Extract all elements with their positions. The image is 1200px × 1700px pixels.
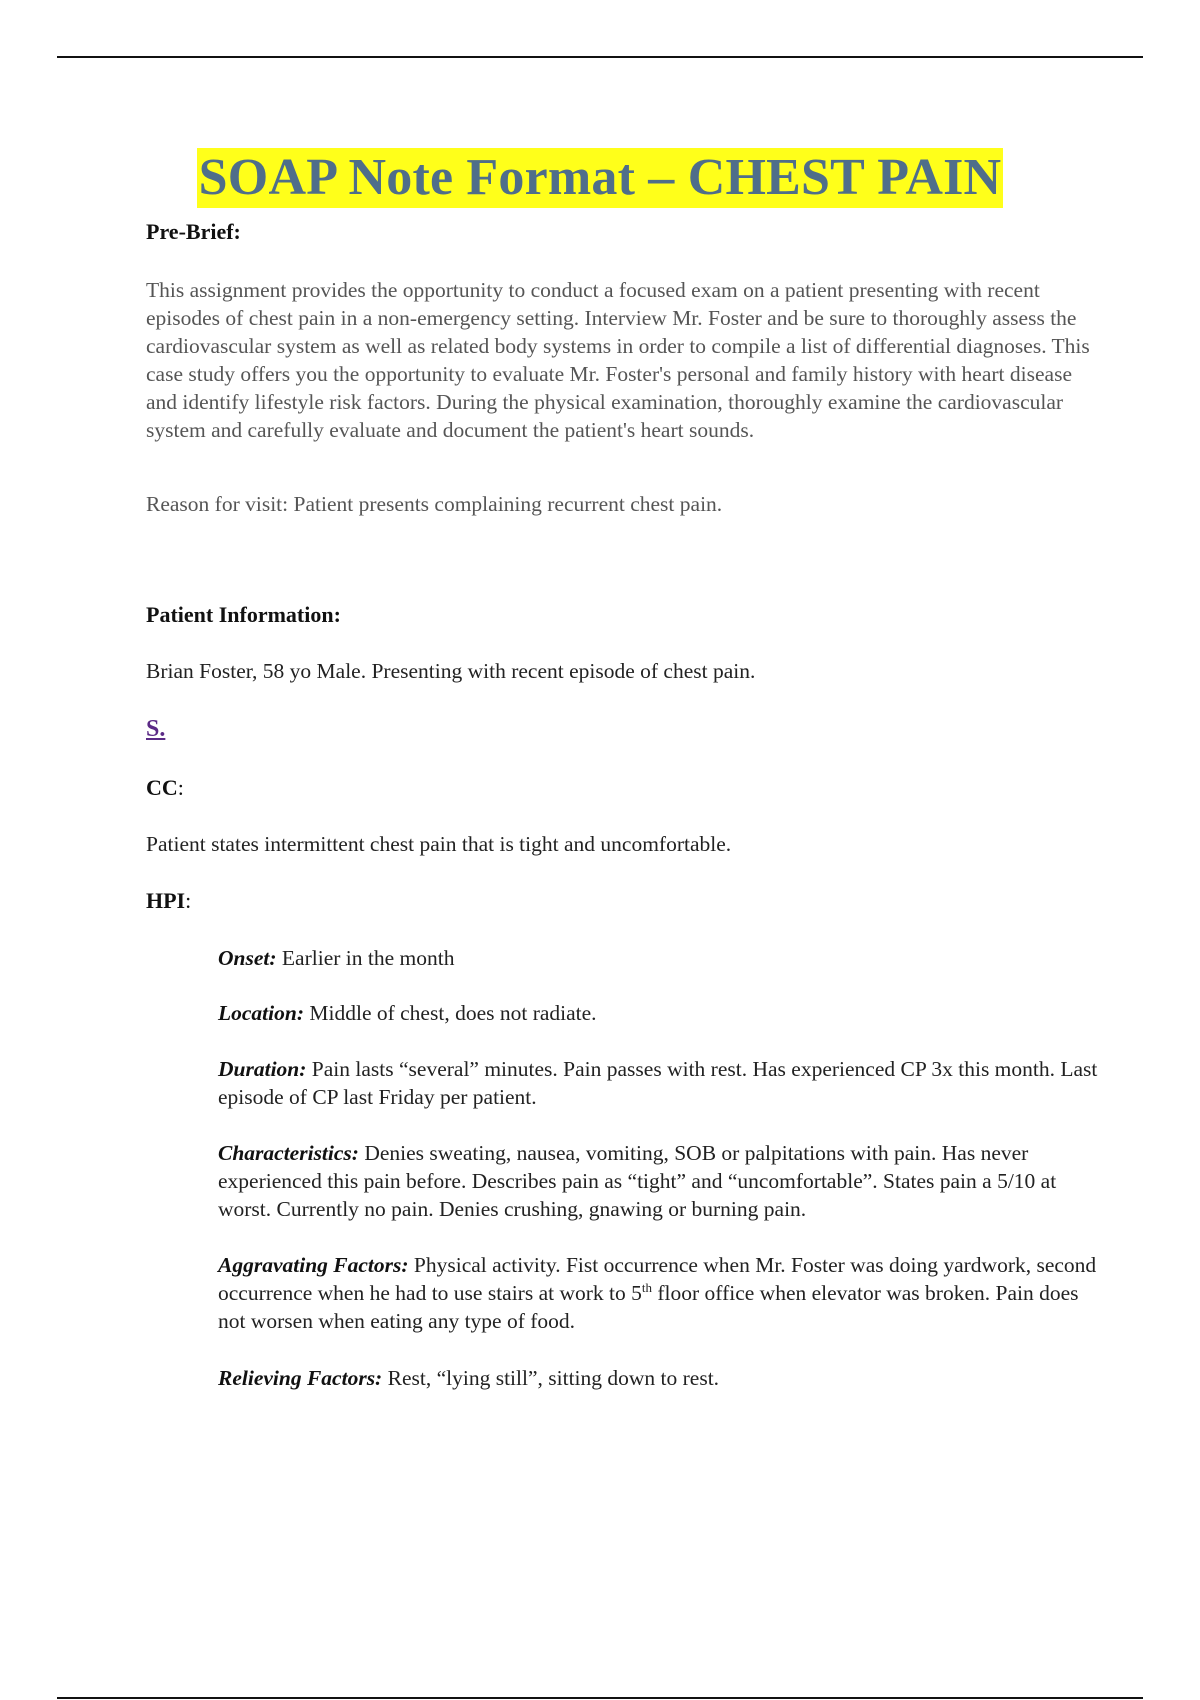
cc-label: CC (146, 775, 178, 800)
aggravating-text-a: Physical activity. Fist occurrence when Mr. Foster was doing yardwork, second occurrence when he had to use stairs at work to 5 (218, 1253, 1097, 1305)
hpi-aggravating (218, 1251, 1098, 1335)
location-text: Middle of chest, does not radiate. (304, 1001, 597, 1025)
aggravating-label: Aggravating Factors: (218, 1253, 409, 1277)
onset-label: Onset: (218, 946, 277, 970)
patient-info-heading: Patient Information: (146, 602, 341, 627)
hpi-relieving (218, 1364, 1098, 1392)
hpi-heading (146, 888, 1096, 914)
hpi-location (218, 999, 1098, 1027)
bottom-rule (57, 1697, 1143, 1699)
reason-for-visit: Reason for visit: Patient presents complaining recurrent chest pain. (146, 492, 723, 516)
hpi-onset (218, 944, 1098, 972)
hpi-duration (218, 1055, 1098, 1111)
relieving-label: Relieving Factors: (218, 1366, 383, 1390)
hpi-characteristics (218, 1139, 1098, 1223)
subjective-section (146, 715, 1096, 743)
aggravating-ordinal: th (641, 1279, 653, 1295)
characteristics-label: Characteristics: (218, 1141, 359, 1165)
patient-info-text: Brian Foster, 58 yo Male. Presenting with recent episode of chest pain. (146, 659, 756, 683)
hpi-label: HPI (146, 888, 186, 913)
document-title: SOAP Note Format – CHEST PAIN (198, 149, 1002, 206)
prebrief-heading: Pre-Brief: (146, 219, 241, 244)
duration-text: Pain lasts “several” minutes. Pain passes with rest. Has experienced CP 3x this month. Last episode of CP last Friday per patient. (218, 1057, 1098, 1109)
hpi-colon: : (185, 888, 192, 913)
subjective-link[interactable]: S. (146, 716, 166, 742)
title-container (0, 148, 1200, 208)
aggravating-text-b: floor office when elevator was broken. Pain does not worsen when eating any type of food. (218, 1281, 1079, 1333)
duration-label: Duration: (218, 1057, 307, 1081)
prebrief-text: This assignment provides the opportunity to conduct a focused exam on a patient presenting with recent episodes of chest pain in a non-emergency setting. Interview Mr. Foster and be sure to thoroughly assess the cardiovascular system as well as related body systems in order to compile a list of differential diagnoses. This case study offers you the opportunity to evaluate Mr. Foster's personal and family history with heart disease and identify lifestyle risk factors. During the physical examination, thoroughly examine the cardiovascular system and carefully evaluate and document the patient's heart sounds. (146, 278, 1090, 442)
cc-colon: : (177, 775, 184, 800)
cc-heading (146, 775, 1096, 801)
cc-text: Patient states intermittent chest pain that is tight and uncomfortable. (146, 832, 732, 856)
onset-text: Earlier in the month (276, 946, 455, 970)
top-rule (57, 56, 1143, 58)
location-label: Location: (218, 1001, 304, 1025)
characteristics-text: Denies sweating, nausea, vomiting, SOB or palpitations with pain. Has never experienced this pain before. Describes pain as “tight” and “uncomfortable”. States pain a 5/10 at worst. Currently no pain. Denies crushing, gnawing or burning pain. (218, 1141, 1057, 1221)
relieving-text: Rest, “lying still”, sitting down to rest. (382, 1366, 720, 1390)
